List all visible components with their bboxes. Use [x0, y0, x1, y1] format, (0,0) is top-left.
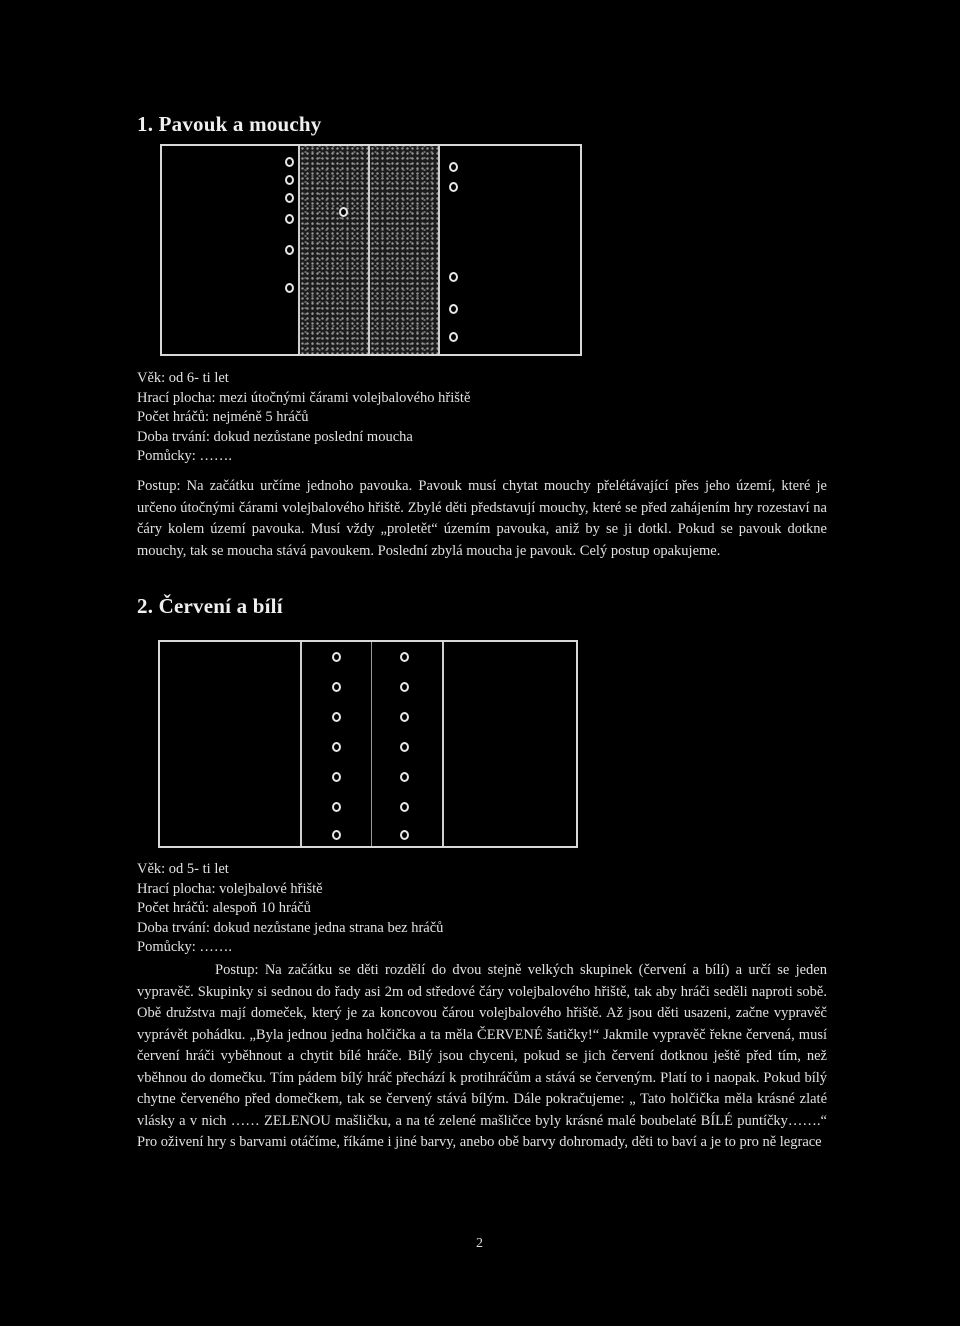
player-marker: [449, 162, 458, 172]
player-marker: [285, 245, 294, 255]
player-marker: [332, 830, 341, 840]
player-marker: [400, 652, 409, 662]
player-marker: [285, 283, 294, 293]
player-marker: [449, 304, 458, 314]
game-info-2: [137, 860, 827, 958]
player-marker: [400, 682, 409, 692]
attack-line-right: [442, 642, 444, 846]
info-player-count: Počet hráčů: nejméně 5 hráčů: [137, 409, 309, 425]
player-marker: [400, 772, 409, 782]
center-line: [368, 146, 370, 354]
player-marker: [400, 830, 409, 840]
info-duration: Doba trvání: dokud nezůstane poslední moucha: [137, 428, 413, 445]
attack-line-left: [300, 642, 302, 846]
player-marker: [285, 157, 294, 167]
player-marker: [400, 712, 409, 722]
page-number: 2: [476, 1236, 483, 1251]
info-playing-area: Hrací plocha: volejbalové hřiště: [137, 880, 323, 897]
game-info-1: [137, 369, 827, 467]
info-equipment: Pomůcky: …….: [137, 448, 233, 464]
info-playing-area: Hrací plocha: mezi útočnými čárami volejbalového hřiště: [137, 389, 471, 406]
info-age: Věk: od 5- ti let: [137, 861, 229, 877]
player-marker: [332, 802, 341, 812]
info-player-count: Počet hráčů: alespoň 10 hráčů: [137, 900, 311, 916]
player-marker: [332, 772, 341, 782]
player-marker: [449, 332, 458, 342]
player-marker: [332, 742, 341, 752]
info-equipment: Pomůcky: …….: [137, 939, 233, 955]
volleyball-court-diagram-2: [158, 640, 578, 848]
section-title-red-white: 2. Červení a bílí: [137, 594, 283, 618]
procedure-paragraph-2: Postup: Na začátku se děti rozdělí do dvou stejně velkých skupinek (červení a bílí) a určí se jeden vypravěč. Skupinky si sednou do řady asi 2m od středové čáry volejbalového hřiště, tak aby hráči seděli naproti sobě. Obě družstva mají domeček, který je za koncovou čárou volejbalového hřiště. Až jsou děti usazeni, začne vypravěč vyprávět pohádku. „Byla jednou jedna holčička a ta měla ČERVENÉ šatičky!“ Jakmile vypravěč řekne červená, musí červení hráči vyběhnout a chytit bílé hráče. Bílý jsou chyceni, pokud se jich červení dotknou ještě před tím, než vběhnou do domečku. Tím pádem bílý hráč přechází k protihráčům a stává se červeným. Platí to i naopak. Pokud bílý chytne červeného před domečkem, tak se červený stává bílým. Dále pokračujeme: „ Tato holčička měla krásné zlaté vlásky a v nich …… ZELENOU mašličku, a na té zelené mašličce byly krásné malé boubelaté BÍLÉ puntíčky…….“ Pro oživení hry s barvami otáčíme, říkáme i jiné barvy, anebo obě barvy dohromady, děti to baví a je to pro ně legrace: [137, 962, 827, 1150]
volleyball-court-diagram-1: [160, 144, 582, 356]
player-marker: [285, 214, 294, 224]
player-marker: [285, 175, 294, 185]
player-marker: [400, 742, 409, 752]
info-duration: Doba trvání: dokud nezůstane jedna strana bez hráčů: [137, 919, 444, 936]
player-marker: [400, 802, 409, 812]
player-marker: [332, 712, 341, 722]
procedure-paragraph-1: Postup: Na začátku určíme jednoho pavouka. Pavouk musí chytat mouchy přelétávající přes jeho území, které je určeno útočnými čárami volejbalového hřiště. Zbylé děti představují mouchy, které se před zahájením hry rozestaví na čáry kolem území pavouka. Musí vždy „proletět“ územím pavouka, aniž by se ji dotkl. Pokud se pavouk dotkne mouchy, tak se moucha stává pavoukem. Poslední zbylá moucha je pavouk. Celý postup opakujeme.: [137, 478, 827, 559]
player-marker: [332, 652, 341, 662]
center-line: [371, 642, 372, 846]
section-title-spider: 1. Pavouk a mouchy: [137, 112, 322, 136]
player-marker: [449, 272, 458, 282]
player-marker: [332, 682, 341, 692]
spider-marker: [339, 207, 348, 217]
info-age: Věk: od 6- ti let: [137, 370, 229, 386]
player-marker: [285, 193, 294, 203]
player-marker: [449, 182, 458, 192]
